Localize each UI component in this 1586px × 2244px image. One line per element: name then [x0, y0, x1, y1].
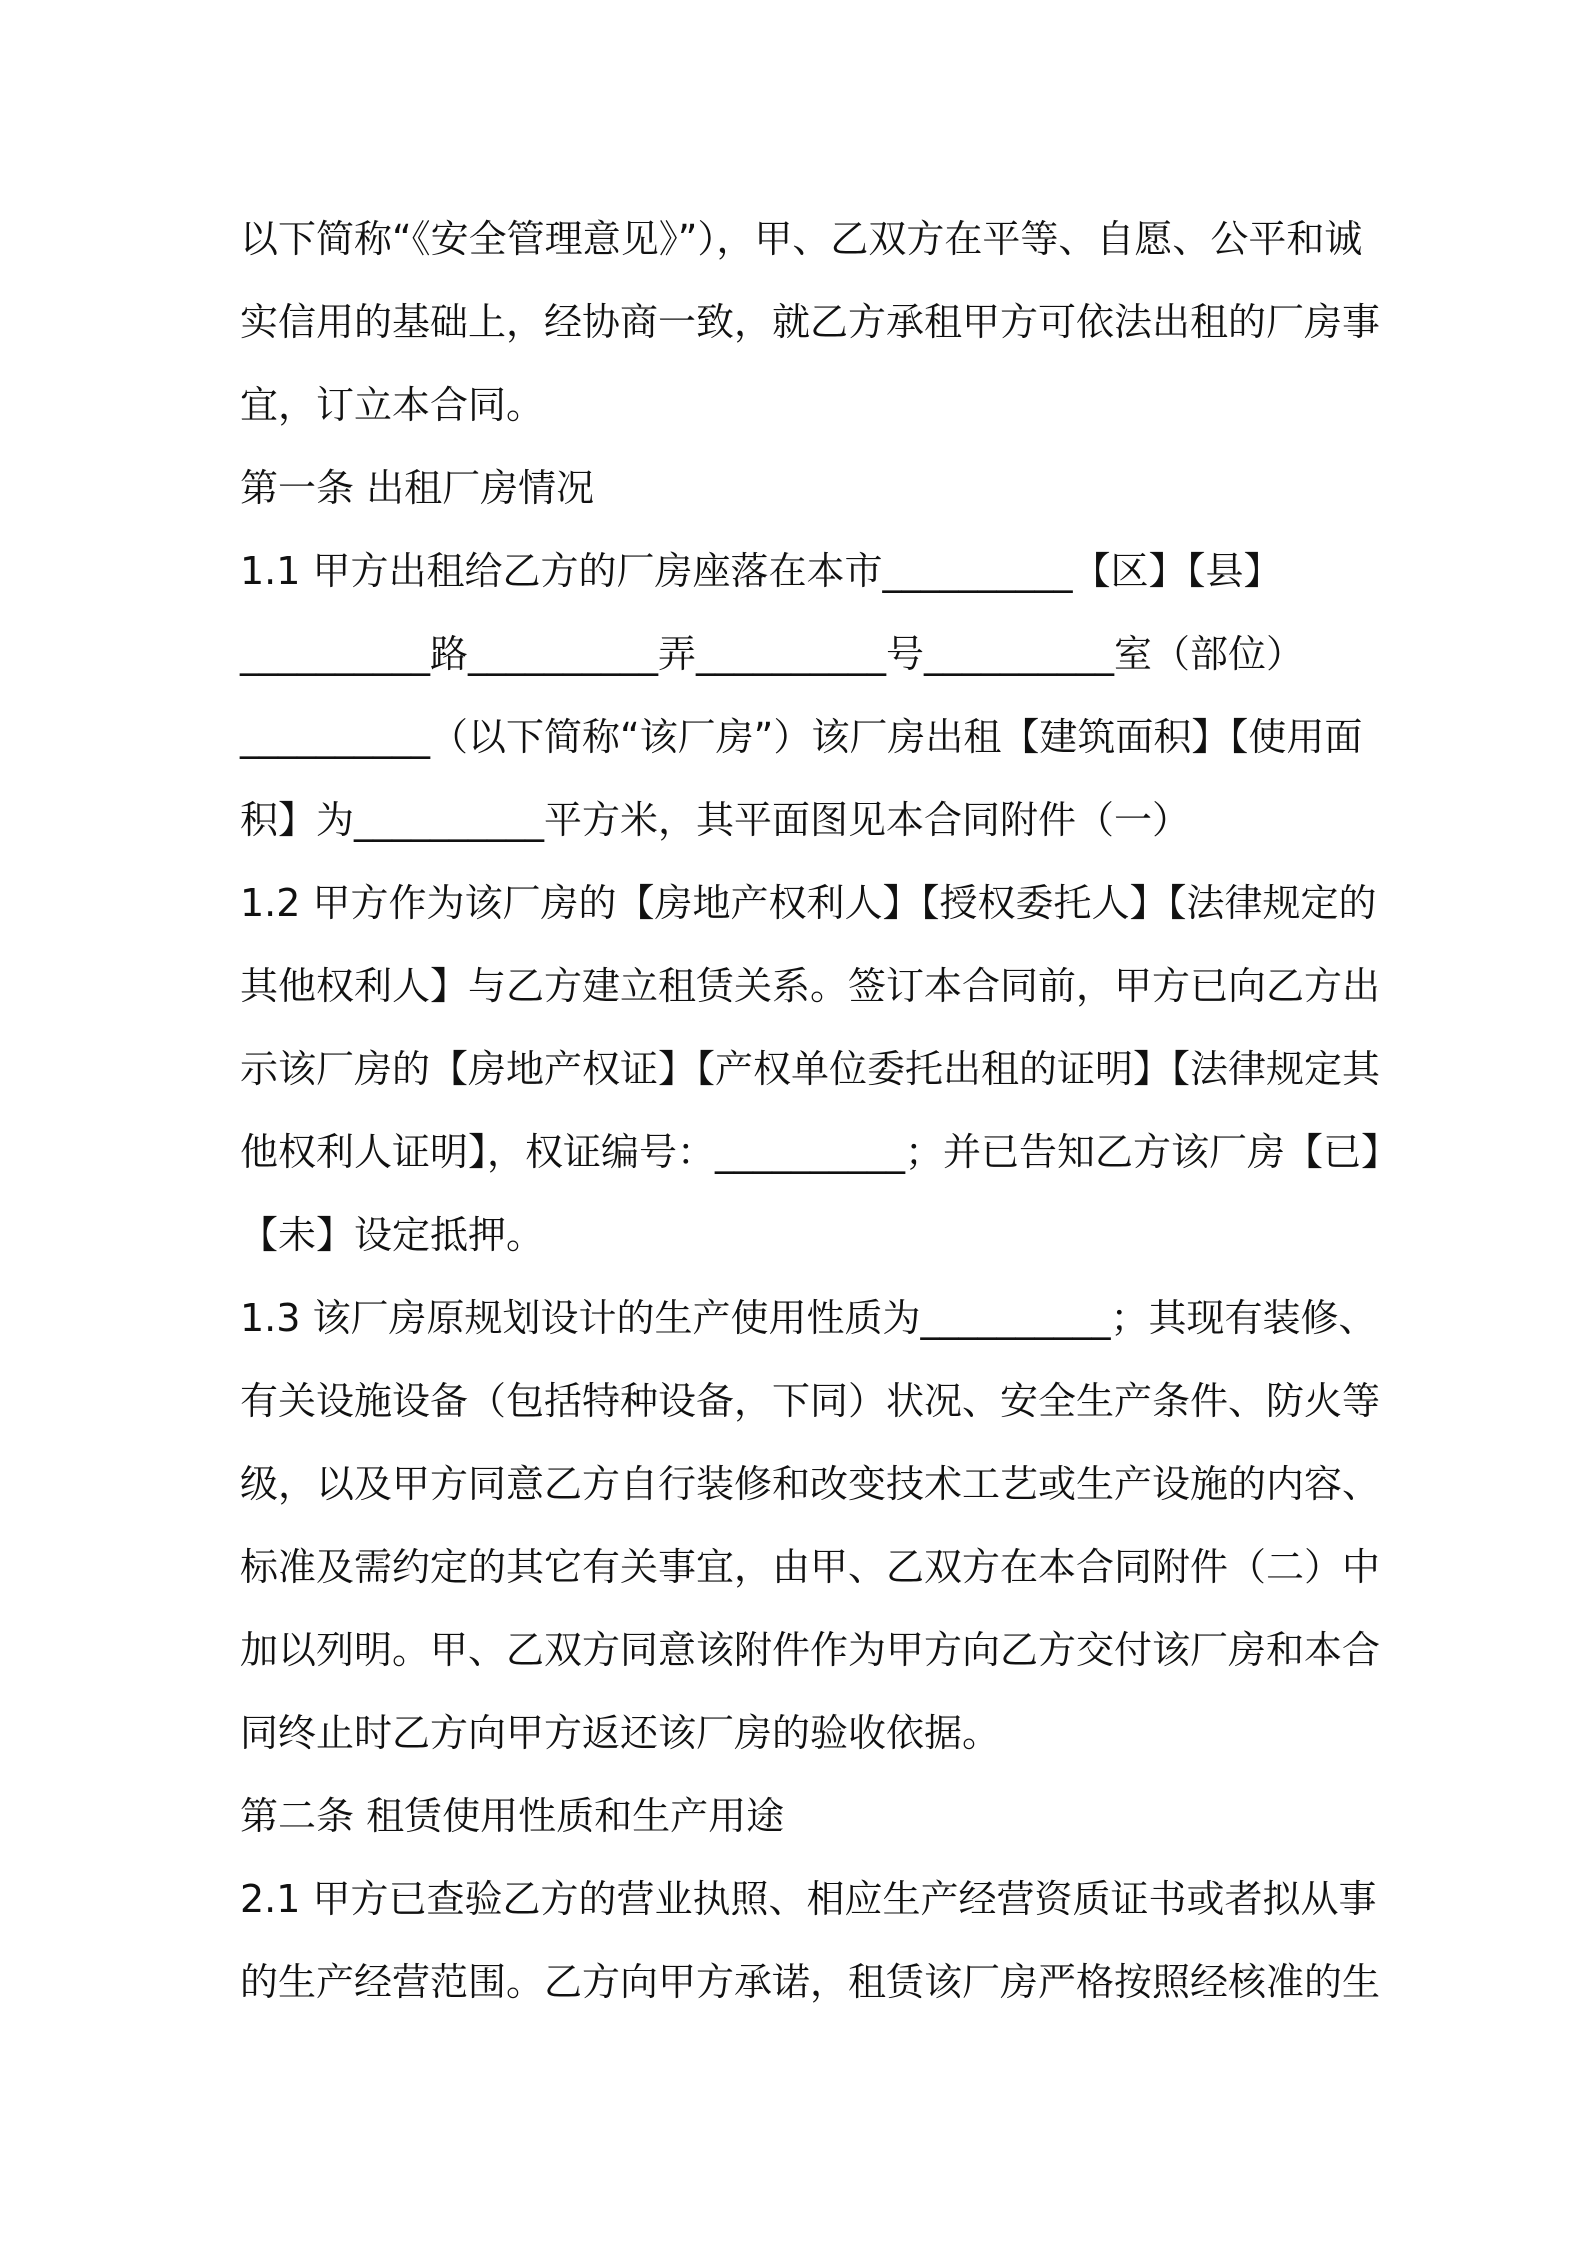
text-line: 他权利人证明】，权证编号：__________；并已告知乙方该厂房【已】	[240, 1130, 1400, 1174]
text-line: 其他权利人】与乙方建立租赁关系。签订本合同前，甲方已向乙方出	[240, 964, 1381, 1008]
text-line: 以下简称“《安全管理意见》”），甲、乙双方在平等、自愿、公平和诚	[240, 217, 1363, 261]
clause-line: 1.1 甲方出租给乙方的厂房座落在本市__________【区】【县】	[240, 549, 1282, 593]
text-line: __________路__________弄__________号__________室（部位）	[240, 632, 1305, 676]
text-line: 有关设施设备（包括特种设备，下同）状况、安全生产条件、防火等	[240, 1379, 1381, 1423]
text-line: __________（以下简称“该厂房”）该厂房出租【建筑面积】【使用面	[240, 715, 1363, 759]
text-line: 加以列明。甲、乙双方同意该附件作为甲方向乙方交付该厂房和本合	[240, 1628, 1381, 1672]
section-heading: 第一条 出租厂房情况	[240, 466, 595, 510]
text-line: 积】为__________平方米，其平面图见本合同附件（一）	[240, 798, 1191, 842]
section-heading: 第二条 租赁使用性质和生产用途	[240, 1794, 785, 1838]
text-line: 实信用的基础上，经协商一致，就乙方承租甲方可依法出租的厂房事	[240, 300, 1381, 344]
clause-line: 1.3 该厂房原规划设计的生产使用性质为__________；其现有装修、	[240, 1296, 1377, 1340]
text-line: 标准及需约定的其它有关事宜，由甲、乙双方在本合同附件（二）中	[240, 1545, 1381, 1589]
text-line: 【未】设定抵押。	[240, 1213, 545, 1257]
clause-line: 2.1 甲方已查验乙方的营业执照、相应生产经营资质证书或者拟从事	[240, 1877, 1377, 1921]
text-line: 宜，订立本合同。	[240, 383, 545, 427]
text-line: 同终止时乙方向甲方返还该厂房的验收依据。	[240, 1711, 1001, 1755]
text-line: 示该厂房的【房地产权证】【产权单位委托出租的证明】【法律规定其	[240, 1047, 1381, 1091]
text-line: 级，以及甲方同意乙方自行装修和改变技术工艺或生产设施的内容、	[240, 1462, 1381, 1506]
clause-line: 1.2 甲方作为该厂房的【房地产权利人】【授权委托人】【法律规定的	[240, 881, 1377, 925]
document-body	[240, 198, 1400, 2024]
text-line: 的生产经营范围。乙方向甲方承诺，租赁该厂房严格按照经核准的生	[240, 1960, 1381, 2004]
